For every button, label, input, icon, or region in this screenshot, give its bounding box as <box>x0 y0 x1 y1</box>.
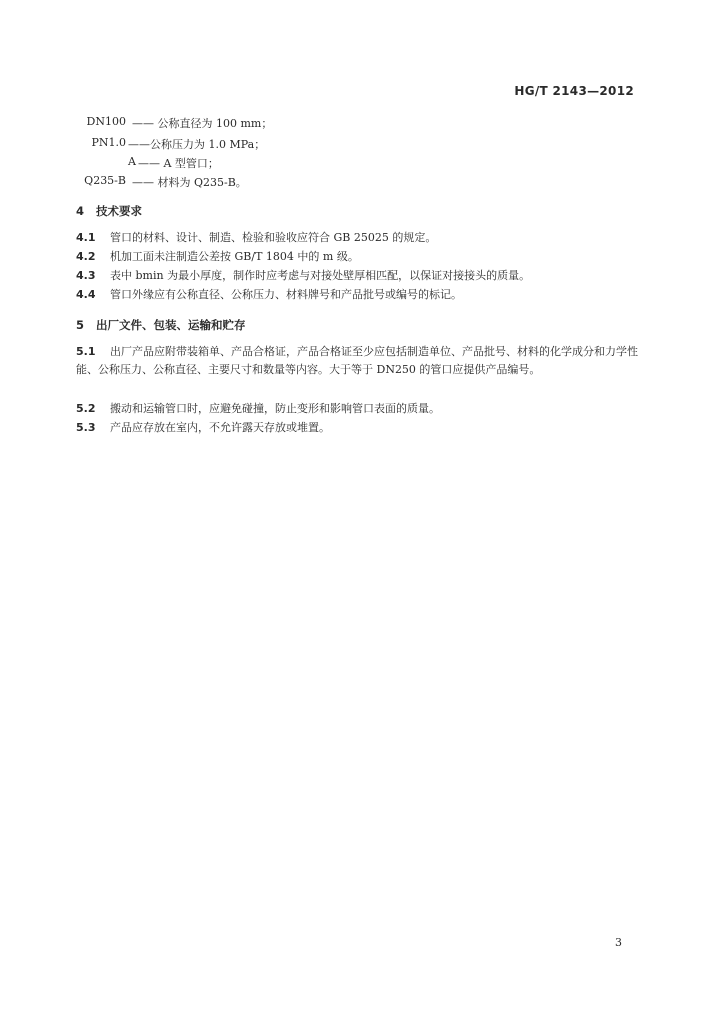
clause-number: 5.3 <box>76 421 96 434</box>
section-heading-delivery-packaging <box>76 317 246 333</box>
section-title: 出厂文件、包装、运输和贮存 <box>96 318 246 332</box>
definition-symbol: Q235-B <box>84 174 126 187</box>
clause-4-3 <box>76 267 641 285</box>
clause-4-2 <box>76 248 641 266</box>
section-title: 技术要求 <box>96 204 142 218</box>
clause-5-1 <box>76 343 641 379</box>
definition-symbol: DN100 <box>86 115 126 128</box>
clause-text: 机加工面未注制造公差按 GB/T 1804 中的 m 级。 <box>110 250 359 263</box>
clause-text: 管口外缘应有公称直径、公称压力、材料牌号和产品批号或编号的标记。 <box>110 288 462 301</box>
definition-symbol: A <box>128 155 136 168</box>
page-number: 3 <box>615 936 622 949</box>
definition-symbol: PN1.0 <box>91 136 126 149</box>
clause-number: 5.1 <box>76 345 96 358</box>
clause-number: 4.2 <box>76 250 96 263</box>
section-number: 4 <box>76 204 85 218</box>
clause-4-4 <box>76 286 641 304</box>
clause-number: 4.1 <box>76 231 96 244</box>
definition-description: —— 材料为 Q235-B。 <box>132 176 247 189</box>
clause-5-3 <box>76 419 641 437</box>
section-heading-technical-requirements <box>76 203 142 219</box>
definition-description: —— 公称直径为 100 mm； <box>132 117 273 130</box>
definition-description: ——公称压力为 1.0 MPa； <box>128 138 266 151</box>
section-number: 5 <box>76 318 85 332</box>
clause-number: 4.3 <box>76 269 96 282</box>
clause-5-2 <box>76 400 641 418</box>
clause-text: 表中 bmin 为最小厚度，制作时应考虑与对接处壁厚相匹配，以保证对接接头的质量。 <box>110 269 531 282</box>
definition-description: —— A 型管口； <box>138 157 219 170</box>
clause-4-1 <box>76 229 641 247</box>
clause-text: 搬动和运输管口时，应避免碰撞，防止变形和影响管口表面的质量。 <box>110 402 440 415</box>
clause-number: 4.4 <box>76 288 96 301</box>
clause-text: 产品应存放在室内，不允许露天存放或堆置。 <box>110 421 330 434</box>
clause-number: 5.2 <box>76 402 96 415</box>
clause-text: 管口的材料、设计、制造、检验和验收应符合 GB 25025 的规定。 <box>110 231 437 244</box>
standard-code: HG/T 2143—2012 <box>514 84 634 98</box>
clause-text: 出厂产品应附带装箱单、产品合格证，产品合格证至少应包括制造单位、产品批号、材料的化学成分和力学性能、公称压力、公称直径、主要尺寸和数量等内容。大于等于 DN250 的管口应提供产品编号。 <box>76 345 638 376</box>
